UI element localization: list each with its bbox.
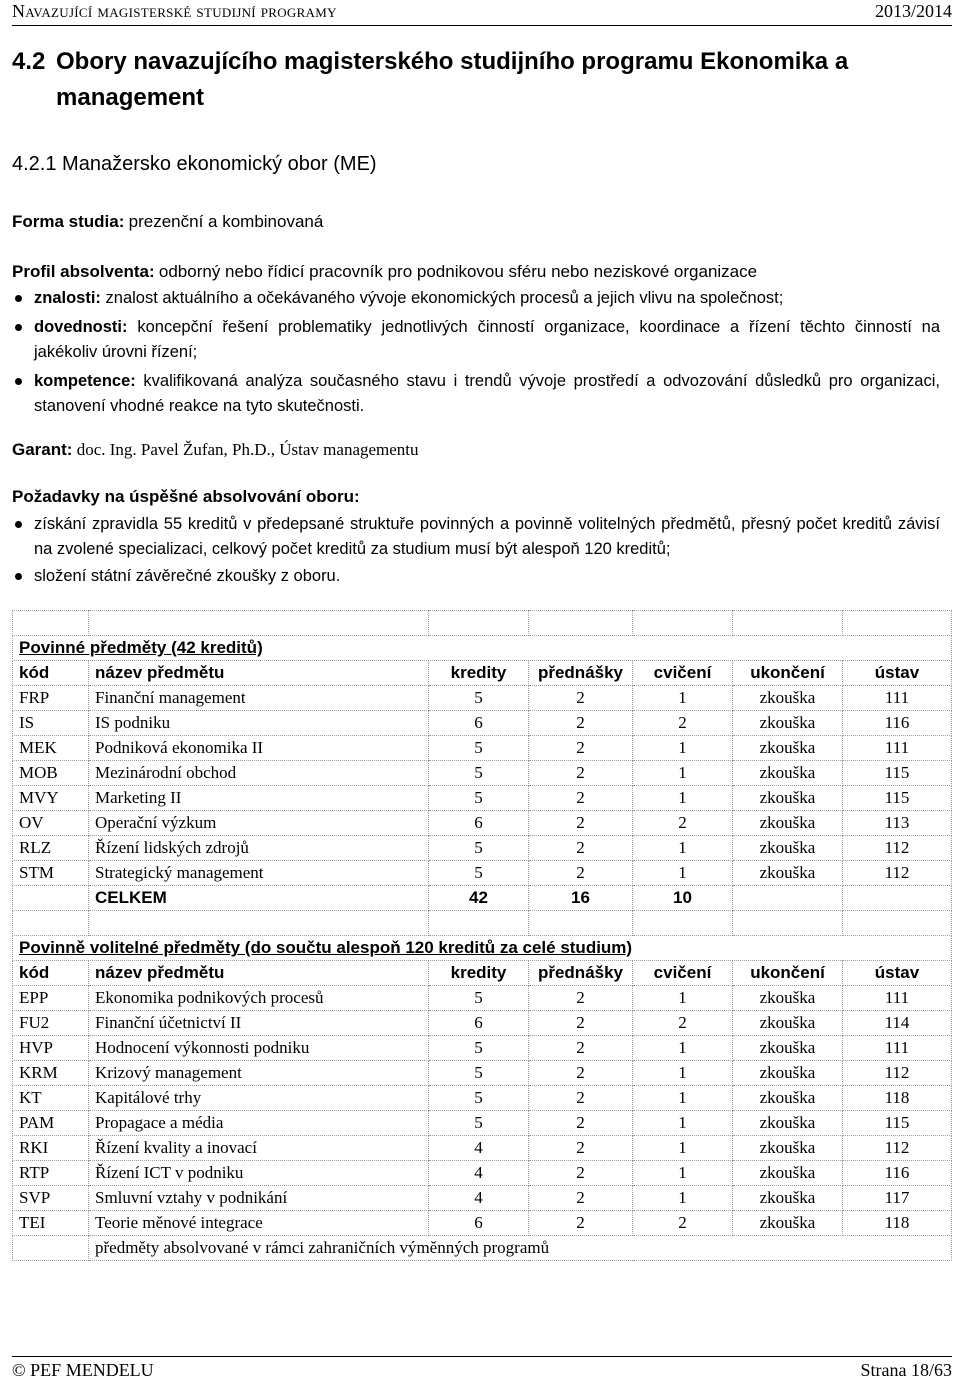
course-seminars: 2 <box>633 711 733 736</box>
course-department: 114 <box>843 1011 952 1036</box>
course-lectures: 2 <box>529 1086 633 1111</box>
course-department: 112 <box>843 1061 952 1086</box>
garant-label: Garant: <box>12 440 73 459</box>
course-completion: zkouška <box>733 1136 843 1161</box>
empty-cell <box>843 886 952 911</box>
course-lectures: 2 <box>529 1011 633 1036</box>
column-header: ukončení <box>733 961 843 986</box>
course-department: 118 <box>843 1086 952 1111</box>
garant <box>12 438 952 462</box>
list-item: získání zpravidla 55 kreditů v předepsané struktuře povinných a povinně volitelných předmětů, přesný počet kreditů závisí na zvolené specializaci, celkový počet kreditů za studium musí být alespoň 120 kreditů; <box>12 512 940 562</box>
course-department: 117 <box>843 1186 952 1211</box>
course-seminars: 1 <box>633 1111 733 1136</box>
list-item: složení státní závěrečné zkoušky z oboru. <box>12 564 940 589</box>
empty-cell <box>429 611 529 636</box>
course-credits: 4 <box>429 1186 529 1211</box>
table-row <box>13 986 952 1011</box>
course-completion: zkouška <box>733 1011 843 1036</box>
course-completion: zkouška <box>733 1186 843 1211</box>
course-seminars: 1 <box>633 1136 733 1161</box>
total-row <box>13 886 952 911</box>
table-row <box>13 1061 952 1086</box>
section-title-line1: Obory navazujícího magisterského studijního programu Ekonomika a <box>56 48 849 75</box>
course-seminars: 1 <box>633 786 733 811</box>
course-code: STM <box>13 861 89 886</box>
empty-cell <box>733 611 843 636</box>
course-code: KRM <box>13 1061 89 1086</box>
column-header: ústav <box>843 961 952 986</box>
item-text: koncepční řešení problematiky jednotlivých činností organizace, koordinace a řízení těchto činností na jakékoliv úrovni řízení; <box>34 318 941 361</box>
course-department: 112 <box>843 1136 952 1161</box>
course-name: Krizový management <box>89 1061 429 1086</box>
total-label: CELKEM <box>89 886 429 911</box>
course-completion: zkouška <box>733 1061 843 1086</box>
course-credits: 5 <box>429 686 529 711</box>
povinne-section-row <box>13 636 952 661</box>
column-header: kód <box>13 961 89 986</box>
course-lectures: 2 <box>529 1186 633 1211</box>
course-credits: 5 <box>429 1086 529 1111</box>
course-lectures: 2 <box>529 986 633 1011</box>
course-department: 112 <box>843 861 952 886</box>
course-name: Kapitálové trhy <box>89 1086 429 1111</box>
profil-value: odborný nebo řídicí pracovník pro podnikovou sféru nebo neziskové organizace <box>158 262 758 281</box>
table-header-row <box>13 661 952 686</box>
item-text: kvalifikovaná analýza současného stavu i trendů vývoje prostředí a odvozování důsledků pro organizaci, stanovení vhodné reakce na tyto skutečnosti. <box>34 372 940 415</box>
course-seminars: 1 <box>633 986 733 1011</box>
list-item <box>12 315 940 365</box>
course-seminars: 1 <box>633 736 733 761</box>
empty-cell <box>843 611 952 636</box>
course-name: Řízení lidských zdrojů <box>89 836 429 861</box>
profil-list <box>12 286 940 419</box>
column-header: cvičení <box>633 661 733 686</box>
course-lectures: 2 <box>529 1036 633 1061</box>
course-name: Smluvní vztahy v podnikání <box>89 1186 429 1211</box>
table-row <box>13 1186 952 1211</box>
course-completion: zkouška <box>733 1161 843 1186</box>
course-credits: 6 <box>429 1211 529 1236</box>
column-header: ústav <box>843 661 952 686</box>
empty-cell <box>529 611 633 636</box>
column-header: název předmětu <box>89 961 429 986</box>
course-completion: zkouška <box>733 686 843 711</box>
course-code: FU2 <box>13 1011 89 1036</box>
course-credits: 5 <box>429 1061 529 1086</box>
course-code: OV <box>13 811 89 836</box>
course-department: 112 <box>843 836 952 861</box>
course-name: Marketing II <box>89 786 429 811</box>
table-row <box>13 1086 952 1111</box>
table-row <box>13 836 952 861</box>
course-completion: zkouška <box>733 1036 843 1061</box>
course-credits: 4 <box>429 1161 529 1186</box>
column-header: přednášky <box>529 961 633 986</box>
table-row <box>13 1036 952 1061</box>
course-code: EPP <box>13 986 89 1011</box>
course-code: SVP <box>13 1186 89 1211</box>
table-row <box>13 761 952 786</box>
course-credits: 4 <box>429 1136 529 1161</box>
item-label: kompetence: <box>34 372 136 390</box>
course-name: Podniková ekonomika II <box>89 736 429 761</box>
empty-cell <box>843 911 952 936</box>
course-code: IS <box>13 711 89 736</box>
table-row <box>13 861 952 886</box>
table-row <box>13 1211 952 1236</box>
pozadavky-title: Požadavky na úspěšné absolvování oboru: <box>12 487 360 506</box>
course-seminars: 1 <box>633 1061 733 1086</box>
empty-cell <box>13 1236 89 1261</box>
empty-cell <box>429 911 529 936</box>
course-name: IS podniku <box>89 711 429 736</box>
empty-cell <box>13 886 89 911</box>
item-label: dovednosti: <box>34 318 128 336</box>
course-seminars: 2 <box>633 811 733 836</box>
course-lectures: 2 <box>529 1161 633 1186</box>
total-credits: 42 <box>429 886 529 911</box>
course-name: Operační výzkum <box>89 811 429 836</box>
course-lectures: 2 <box>529 1211 633 1236</box>
table-row <box>13 1111 952 1136</box>
course-name: Finanční management <box>89 686 429 711</box>
section-title-line2: management <box>56 84 205 111</box>
course-code: MEK <box>13 736 89 761</box>
empty-cell <box>13 611 89 636</box>
column-header: název předmětu <box>89 661 429 686</box>
course-lectures: 2 <box>529 786 633 811</box>
course-department: 115 <box>843 1111 952 1136</box>
course-credits: 5 <box>429 761 529 786</box>
course-department: 115 <box>843 786 952 811</box>
course-lectures: 2 <box>529 761 633 786</box>
forma-label: Forma studia: <box>12 212 125 231</box>
course-name: Mezinárodní obchod <box>89 761 429 786</box>
forma-studia <box>12 210 952 234</box>
column-header: ukončení <box>733 661 843 686</box>
course-credits: 5 <box>429 986 529 1011</box>
course-lectures: 2 <box>529 1136 633 1161</box>
page-header <box>12 0 952 26</box>
total-seminars: 10 <box>633 886 733 911</box>
course-name: Propagace a média <box>89 1111 429 1136</box>
total-lectures: 16 <box>529 886 633 911</box>
course-completion: zkouška <box>733 761 843 786</box>
course-completion: zkouška <box>733 836 843 861</box>
profil-label: Profil absolventa: <box>12 262 155 281</box>
course-seminars: 1 <box>633 836 733 861</box>
section-number: 4.2 <box>12 48 46 75</box>
course-lectures: 2 <box>529 1061 633 1086</box>
course-completion: zkouška <box>733 861 843 886</box>
course-code: KT <box>13 1086 89 1111</box>
course-credits: 6 <box>429 811 529 836</box>
item-label: znalosti: <box>34 289 101 307</box>
course-completion: zkouška <box>733 786 843 811</box>
section-title <box>13 636 952 661</box>
column-header: kód <box>13 661 89 686</box>
table-row <box>13 1011 952 1036</box>
course-department: 116 <box>843 711 952 736</box>
header-program-title: Navazující magisterské studijní programy <box>12 1 337 21</box>
course-code: RLZ <box>13 836 89 861</box>
header-year: 2013/2014 <box>874 1 952 21</box>
table-row <box>13 786 952 811</box>
empty-cell <box>529 911 633 936</box>
empty-cell <box>733 886 843 911</box>
volitelne-section-row <box>13 936 952 961</box>
course-lectures: 2 <box>529 711 633 736</box>
table-header-row <box>13 961 952 986</box>
course-seminars: 1 <box>633 761 733 786</box>
course-code: MVY <box>13 786 89 811</box>
column-header: kredity <box>429 961 529 986</box>
course-name: Strategický management <box>89 861 429 886</box>
spacer-row <box>13 911 952 936</box>
course-lectures: 2 <box>529 686 633 711</box>
course-completion: zkouška <box>733 1211 843 1236</box>
table-row <box>13 811 952 836</box>
course-department: 116 <box>843 1161 952 1186</box>
course-seminars: 1 <box>633 1186 733 1211</box>
course-code: PAM <box>13 1111 89 1136</box>
list-item <box>12 369 940 419</box>
empty-cell <box>89 911 429 936</box>
course-credits: 5 <box>429 1036 529 1061</box>
course-code: RTP <box>13 1161 89 1186</box>
course-department: 111 <box>843 686 952 711</box>
footer-copyright: © PEF MENDELU <box>12 1360 154 1380</box>
course-completion: zkouška <box>733 811 843 836</box>
course-code: MOB <box>13 761 89 786</box>
courses-table <box>12 610 952 1261</box>
course-credits: 5 <box>429 786 529 811</box>
note-text: předměty absolvované v rámci zahraničních výměnných programů <box>89 1236 952 1261</box>
course-lectures: 2 <box>529 1111 633 1136</box>
course-code: FRP <box>13 686 89 711</box>
footer-page-number: Strana 18/63 <box>860 1360 952 1380</box>
section-title <box>12 44 932 116</box>
course-lectures: 2 <box>529 861 633 886</box>
course-seminars: 1 <box>633 1036 733 1061</box>
course-lectures: 2 <box>529 736 633 761</box>
empty-cell <box>13 911 89 936</box>
course-department: 111 <box>843 986 952 1011</box>
course-department: 115 <box>843 761 952 786</box>
course-credits: 5 <box>429 1111 529 1136</box>
course-code: TEI <box>13 1211 89 1236</box>
column-header: cvičení <box>633 961 733 986</box>
empty-cell <box>89 611 429 636</box>
column-header: kredity <box>429 661 529 686</box>
empty-cell <box>633 611 733 636</box>
column-header: přednášky <box>529 661 633 686</box>
table-row <box>13 736 952 761</box>
course-seminars: 1 <box>633 686 733 711</box>
course-completion: zkouška <box>733 986 843 1011</box>
item-text: znalost aktuálního a očekávaného vývoje ekonomických procesů a jejich vlivu na společnost; <box>105 289 784 307</box>
course-credits: 6 <box>429 711 529 736</box>
course-seminars: 1 <box>633 1086 733 1111</box>
table-row <box>13 686 952 711</box>
table-row <box>13 1136 952 1161</box>
pozadavky-list <box>12 512 940 589</box>
garant-value: doc. Ing. Pavel Žufan, Ph.D., Ústav managementu <box>76 440 419 459</box>
forma-value: prezenční a kombinovaná <box>128 212 324 231</box>
section-title <box>13 936 952 961</box>
course-credits: 5 <box>429 861 529 886</box>
course-seminars: 1 <box>633 861 733 886</box>
course-name: Teorie měnové integrace <box>89 1211 429 1236</box>
course-credits: 6 <box>429 1011 529 1036</box>
course-code: RKI <box>13 1136 89 1161</box>
course-credits: 5 <box>429 736 529 761</box>
course-completion: zkouška <box>733 1086 843 1111</box>
table-row <box>13 711 952 736</box>
course-code: HVP <box>13 1036 89 1061</box>
course-name: Finanční účetnictví II <box>89 1011 429 1036</box>
section-title-text: Povinné předměty (42 kreditů) <box>19 638 263 657</box>
course-seminars: 2 <box>633 1211 733 1236</box>
subsection-title: 4.2.1 Manažersko ekonomický obor (ME) <box>12 153 377 175</box>
course-name: Ekonomika podnikových procesů <box>89 986 429 1011</box>
course-department: 118 <box>843 1211 952 1236</box>
course-name: Hodnocení výkonnosti podniku <box>89 1036 429 1061</box>
profil-absolventa <box>12 260 952 284</box>
list-item <box>12 286 940 311</box>
course-credits: 5 <box>429 836 529 861</box>
course-completion: zkouška <box>733 711 843 736</box>
course-completion: zkouška <box>733 736 843 761</box>
page-footer <box>12 1356 952 1381</box>
course-department: 111 <box>843 736 952 761</box>
table-row <box>13 1161 952 1186</box>
course-seminars: 1 <box>633 1161 733 1186</box>
course-name: Řízení ICT v podniku <box>89 1161 429 1186</box>
empty-cell <box>733 911 843 936</box>
course-department: 113 <box>843 811 952 836</box>
course-lectures: 2 <box>529 811 633 836</box>
section-title-text: Povinně volitelné předměty (do součtu alespoň 120 kreditů za celé studium) <box>19 938 633 957</box>
spacer-row <box>13 611 952 636</box>
empty-cell <box>633 911 733 936</box>
note-row <box>13 1236 952 1261</box>
course-completion: zkouška <box>733 1111 843 1136</box>
course-seminars: 2 <box>633 1011 733 1036</box>
course-lectures: 2 <box>529 836 633 861</box>
course-department: 111 <box>843 1036 952 1061</box>
course-name: Řízení kvality a inovací <box>89 1136 429 1161</box>
